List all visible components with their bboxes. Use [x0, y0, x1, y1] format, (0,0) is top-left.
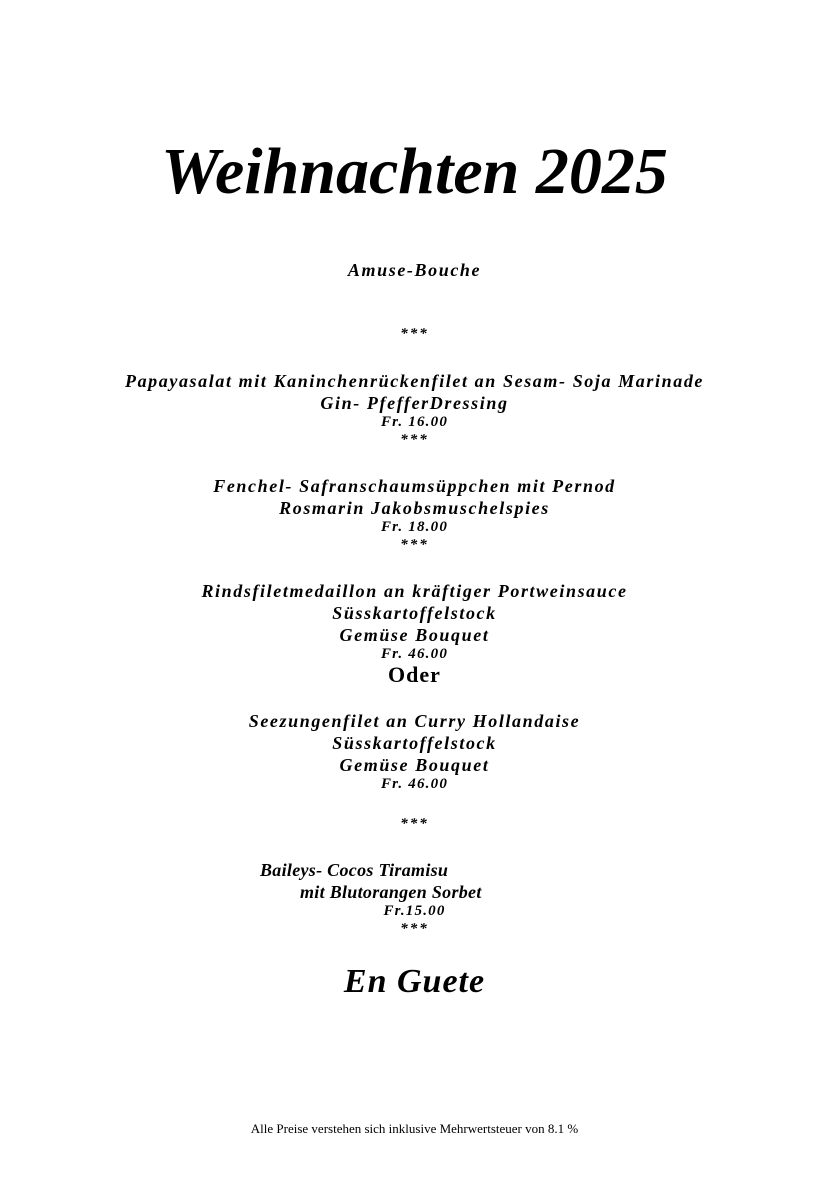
- soup-price: Fr. 18.00: [380, 519, 449, 535]
- amuse-bouche: Amuse-Bouche: [347, 260, 482, 280]
- main1-line-1: Rindsfiletmedaillon an kräftiger Portweinsauce: [201, 581, 628, 601]
- main2-price: Fr. 46.00: [380, 776, 449, 792]
- main2-line-3: Gemüse Bouquet: [339, 755, 490, 775]
- soup-line-1: Fenchel- Safranschaumsüppchen mit Pernod: [213, 476, 616, 496]
- course-separator: ***: [400, 816, 429, 832]
- course-separator: ***: [400, 326, 429, 342]
- course-separator: ***: [400, 432, 429, 448]
- main1-line-3: Gemüse Bouquet: [339, 625, 490, 645]
- main1-line-2: Süsskartoffelstock: [332, 603, 497, 623]
- menu-title: Weihnachten 2025: [161, 135, 668, 208]
- starter-line-2: Gin- PfefferDressing: [320, 393, 509, 413]
- vat-footnote: Alle Preise verstehen sich inklusive Mehrwertsteuer von 8.1 %: [250, 1121, 579, 1136]
- closing-greeting: En Guete: [343, 963, 486, 1000]
- starter-price: Fr. 16.00: [380, 414, 449, 430]
- main2-line-1: Seezungenfilet an Curry Hollandaise: [248, 711, 581, 731]
- dessert-line-2: mit Blutorangen Sorbet: [300, 882, 482, 902]
- soup-line-2: Rosmarin Jakobsmuschelspies: [279, 498, 550, 518]
- main1-price: Fr. 46.00: [380, 646, 449, 662]
- course-separator: ***: [400, 537, 429, 553]
- course-separator: ***: [400, 921, 429, 937]
- dessert-line-1: Baileys- Cocos Tiramisu: [260, 860, 449, 880]
- or-label: Oder: [388, 662, 441, 687]
- starter-line-1: Papayasalat mit Kaninchenrückenfilet an Sesam- Soja Marinade: [124, 371, 705, 391]
- main2-line-2: Süsskartoffelstock: [332, 733, 497, 753]
- dessert-price: Fr.15.00: [383, 903, 446, 919]
